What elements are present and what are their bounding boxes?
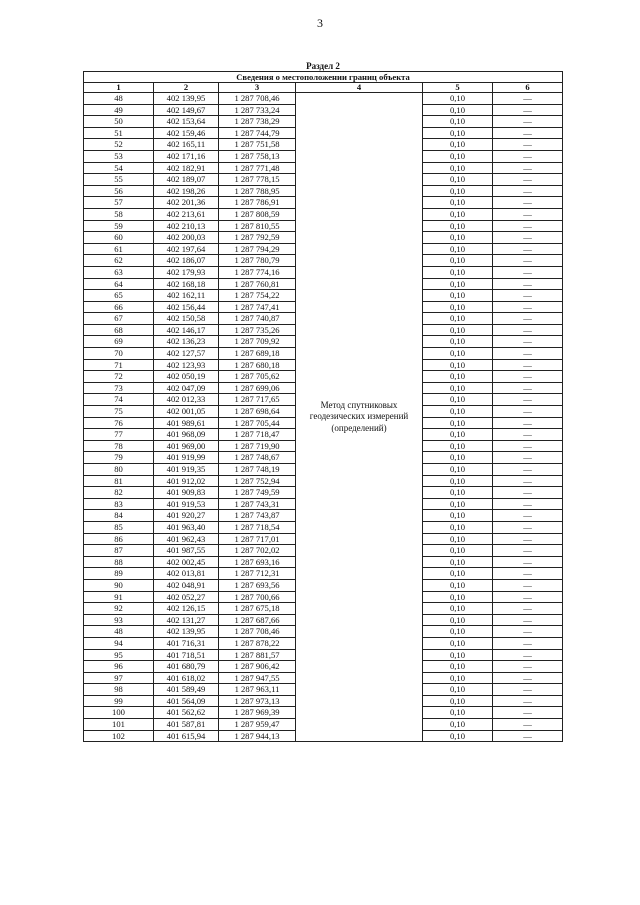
section-title: Раздел 2 (306, 61, 340, 71)
x-coordinate-cell: 401 987,55 (154, 545, 219, 557)
precision-cell: 0,10 (423, 266, 493, 278)
description-cell: — (493, 93, 563, 105)
table-caption: Сведения о местоположении границ объекта (84, 72, 563, 83)
point-number-cell: 54 (84, 162, 154, 174)
precision-cell: 0,10 (423, 150, 493, 162)
description-cell: — (493, 290, 563, 302)
y-coordinate-cell: 1 287 708,46 (219, 93, 296, 105)
x-coordinate-cell: 401 919,35 (154, 464, 219, 476)
column-header-5: 5 (423, 83, 493, 93)
precision-cell: 0,10 (423, 278, 493, 290)
precision-cell: 0,10 (423, 707, 493, 719)
y-coordinate-cell: 1 287 878,22 (219, 637, 296, 649)
x-coordinate-cell: 402 052,27 (154, 591, 219, 603)
description-cell: — (493, 116, 563, 128)
y-coordinate-cell: 1 287 748,19 (219, 464, 296, 476)
y-coordinate-cell: 1 287 810,55 (219, 220, 296, 232)
point-number-cell: 65 (84, 290, 154, 302)
description-cell: — (493, 336, 563, 348)
x-coordinate-cell: 402 149,67 (154, 104, 219, 116)
description-cell: — (493, 324, 563, 336)
point-number-cell: 87 (84, 545, 154, 557)
description-cell: — (493, 301, 563, 313)
y-coordinate-cell: 1 287 687,66 (219, 614, 296, 626)
x-coordinate-cell: 402 002,45 (154, 556, 219, 568)
precision-cell: 0,10 (423, 336, 493, 348)
y-coordinate-cell: 1 287 947,55 (219, 672, 296, 684)
x-coordinate-cell: 402 123,93 (154, 359, 219, 371)
x-coordinate-cell: 402 050,19 (154, 371, 219, 383)
x-coordinate-cell: 402 139,95 (154, 93, 219, 105)
precision-cell: 0,10 (423, 649, 493, 661)
point-number-cell: 48 (84, 93, 154, 105)
description-cell: — (493, 730, 563, 742)
description-cell: — (493, 162, 563, 174)
x-coordinate-cell: 402 136,23 (154, 336, 219, 348)
description-cell: — (493, 591, 563, 603)
precision-cell: 0,10 (423, 359, 493, 371)
x-coordinate-cell: 401 587,81 (154, 719, 219, 731)
x-coordinate-cell: 402 165,11 (154, 139, 219, 151)
precision-cell: 0,10 (423, 730, 493, 742)
description-cell: — (493, 556, 563, 568)
x-coordinate-cell: 401 989,61 (154, 417, 219, 429)
description-cell: — (493, 185, 563, 197)
y-coordinate-cell: 1 287 705,44 (219, 417, 296, 429)
precision-cell: 0,10 (423, 475, 493, 487)
point-number-cell: 84 (84, 510, 154, 522)
x-coordinate-cell: 401 920,27 (154, 510, 219, 522)
precision-cell: 0,10 (423, 104, 493, 116)
y-coordinate-cell: 1 287 794,29 (219, 243, 296, 255)
x-coordinate-cell: 402 189,07 (154, 174, 219, 186)
precision-cell: 0,10 (423, 487, 493, 499)
x-coordinate-cell: 402 201,36 (154, 197, 219, 209)
x-coordinate-cell: 402 131,27 (154, 614, 219, 626)
y-coordinate-cell: 1 287 788,95 (219, 185, 296, 197)
point-number-cell: 61 (84, 243, 154, 255)
point-number-cell: 71 (84, 359, 154, 371)
description-cell: — (493, 382, 563, 394)
precision-cell: 0,10 (423, 290, 493, 302)
precision-cell: 0,10 (423, 324, 493, 336)
description-cell: — (493, 533, 563, 545)
y-coordinate-cell: 1 287 705,62 (219, 371, 296, 383)
point-number-cell: 66 (84, 301, 154, 313)
x-coordinate-cell: 402 186,07 (154, 255, 219, 267)
point-number-cell: 98 (84, 684, 154, 696)
x-coordinate-cell: 401 962,43 (154, 533, 219, 545)
precision-cell: 0,10 (423, 197, 493, 209)
y-coordinate-cell: 1 287 743,87 (219, 510, 296, 522)
precision-cell: 0,10 (423, 452, 493, 464)
y-coordinate-cell: 1 287 792,59 (219, 232, 296, 244)
point-number-cell: 53 (84, 150, 154, 162)
point-number-cell: 59 (84, 220, 154, 232)
precision-cell: 0,10 (423, 684, 493, 696)
y-coordinate-cell: 1 287 712,31 (219, 568, 296, 580)
point-number-cell: 48 (84, 626, 154, 638)
x-coordinate-cell: 402 168,18 (154, 278, 219, 290)
x-coordinate-cell: 402 159,46 (154, 127, 219, 139)
description-cell: — (493, 568, 563, 580)
x-coordinate-cell: 401 912,02 (154, 475, 219, 487)
point-number-cell: 55 (84, 174, 154, 186)
description-cell: — (493, 487, 563, 499)
point-number-cell: 72 (84, 371, 154, 383)
description-cell: — (493, 371, 563, 383)
point-number-cell: 81 (84, 475, 154, 487)
point-number-cell: 73 (84, 382, 154, 394)
description-cell: — (493, 464, 563, 476)
y-coordinate-cell: 1 287 778,15 (219, 174, 296, 186)
description-cell: — (493, 579, 563, 591)
y-coordinate-cell: 1 287 718,47 (219, 429, 296, 441)
y-coordinate-cell: 1 287 738,29 (219, 116, 296, 128)
precision-cell: 0,10 (423, 185, 493, 197)
precision-cell: 0,10 (423, 719, 493, 731)
precision-cell: 0,10 (423, 232, 493, 244)
description-cell: — (493, 719, 563, 731)
y-coordinate-cell: 1 287 973,13 (219, 695, 296, 707)
precision-cell: 0,10 (423, 127, 493, 139)
x-coordinate-cell: 402 146,17 (154, 324, 219, 336)
description-cell: — (493, 104, 563, 116)
description-cell: — (493, 440, 563, 452)
description-cell: — (493, 232, 563, 244)
point-number-cell: 86 (84, 533, 154, 545)
description-cell: — (493, 417, 563, 429)
y-coordinate-cell: 1 287 780,79 (219, 255, 296, 267)
precision-cell: 0,10 (423, 614, 493, 626)
precision-cell: 0,10 (423, 545, 493, 557)
boundary-coordinates-table (83, 71, 563, 742)
precision-cell: 0,10 (423, 521, 493, 533)
y-coordinate-cell: 1 287 700,66 (219, 591, 296, 603)
point-number-cell: 90 (84, 579, 154, 591)
x-coordinate-cell: 401 968,09 (154, 429, 219, 441)
y-coordinate-cell: 1 287 944,13 (219, 730, 296, 742)
point-number-cell: 80 (84, 464, 154, 476)
point-number-cell: 102 (84, 730, 154, 742)
point-number-cell: 60 (84, 232, 154, 244)
point-number-cell: 62 (84, 255, 154, 267)
precision-cell: 0,10 (423, 440, 493, 452)
y-coordinate-cell: 1 287 718,54 (219, 521, 296, 533)
point-number-cell: 100 (84, 707, 154, 719)
column-header-4: 4 (296, 83, 423, 93)
y-coordinate-cell: 1 287 744,79 (219, 127, 296, 139)
point-number-cell: 50 (84, 116, 154, 128)
x-coordinate-cell: 402 139,95 (154, 626, 219, 638)
y-coordinate-cell: 1 287 760,81 (219, 278, 296, 290)
precision-cell: 0,10 (423, 498, 493, 510)
point-number-cell: 64 (84, 278, 154, 290)
precision-cell: 0,10 (423, 661, 493, 673)
table-row (84, 93, 563, 105)
point-number-cell: 89 (84, 568, 154, 580)
y-coordinate-cell: 1 287 758,13 (219, 150, 296, 162)
description-cell: — (493, 197, 563, 209)
y-coordinate-cell: 1 287 675,18 (219, 603, 296, 615)
point-number-cell: 70 (84, 348, 154, 360)
point-number-cell: 83 (84, 498, 154, 510)
description-cell: — (493, 695, 563, 707)
y-coordinate-cell: 1 287 719,90 (219, 440, 296, 452)
point-number-cell: 99 (84, 695, 154, 707)
precision-cell: 0,10 (423, 313, 493, 325)
y-coordinate-cell: 1 287 743,31 (219, 498, 296, 510)
description-cell: — (493, 139, 563, 151)
precision-cell: 0,10 (423, 695, 493, 707)
y-coordinate-cell: 1 287 680,18 (219, 359, 296, 371)
x-coordinate-cell: 401 680,79 (154, 661, 219, 673)
point-number-cell: 74 (84, 394, 154, 406)
x-coordinate-cell: 402 048,91 (154, 579, 219, 591)
y-coordinate-cell: 1 287 735,26 (219, 324, 296, 336)
precision-cell: 0,10 (423, 93, 493, 105)
y-coordinate-cell: 1 287 717,65 (219, 394, 296, 406)
column-header-1: 1 (84, 83, 154, 93)
precision-cell: 0,10 (423, 556, 493, 568)
description-cell: — (493, 406, 563, 418)
x-coordinate-cell: 402 127,57 (154, 348, 219, 360)
x-coordinate-cell: 401 919,99 (154, 452, 219, 464)
point-number-cell: 78 (84, 440, 154, 452)
description-cell: — (493, 707, 563, 719)
y-coordinate-cell: 1 287 963,11 (219, 684, 296, 696)
column-header-3: 3 (219, 83, 296, 93)
x-coordinate-cell: 401 969,00 (154, 440, 219, 452)
x-coordinate-cell: 402 182,91 (154, 162, 219, 174)
x-coordinate-cell: 401 615,94 (154, 730, 219, 742)
description-cell: — (493, 684, 563, 696)
description-cell: — (493, 429, 563, 441)
x-coordinate-cell: 401 562,62 (154, 707, 219, 719)
precision-cell: 0,10 (423, 568, 493, 580)
x-coordinate-cell: 401 919,53 (154, 498, 219, 510)
precision-cell: 0,10 (423, 464, 493, 476)
y-coordinate-cell: 1 287 751,58 (219, 139, 296, 151)
description-cell: — (493, 220, 563, 232)
y-coordinate-cell: 1 287 709,92 (219, 336, 296, 348)
x-coordinate-cell: 402 162,11 (154, 290, 219, 302)
x-coordinate-cell: 402 012,33 (154, 394, 219, 406)
precision-cell: 0,10 (423, 591, 493, 603)
point-number-cell: 51 (84, 127, 154, 139)
x-coordinate-cell: 402 150,58 (154, 313, 219, 325)
x-coordinate-cell: 401 909,83 (154, 487, 219, 499)
y-coordinate-cell: 1 287 752,94 (219, 475, 296, 487)
x-coordinate-cell: 401 618,02 (154, 672, 219, 684)
point-number-cell: 85 (84, 521, 154, 533)
description-cell: — (493, 498, 563, 510)
precision-cell: 0,10 (423, 174, 493, 186)
precision-cell: 0,10 (423, 139, 493, 151)
description-cell: — (493, 127, 563, 139)
x-coordinate-cell: 401 564,09 (154, 695, 219, 707)
description-cell: — (493, 452, 563, 464)
point-number-cell: 88 (84, 556, 154, 568)
y-coordinate-cell: 1 287 969,39 (219, 707, 296, 719)
y-coordinate-cell: 1 287 689,18 (219, 348, 296, 360)
column-header-row (84, 83, 563, 93)
description-cell: — (493, 626, 563, 638)
method-cell: Метод спутниковых геодезических измерений (определений) (296, 93, 423, 742)
point-number-cell: 52 (84, 139, 154, 151)
description-cell: — (493, 475, 563, 487)
precision-cell: 0,10 (423, 394, 493, 406)
precision-cell: 0,10 (423, 348, 493, 360)
point-number-cell: 79 (84, 452, 154, 464)
point-number-cell: 95 (84, 649, 154, 661)
precision-cell: 0,10 (423, 637, 493, 649)
x-coordinate-cell: 402 013,81 (154, 568, 219, 580)
x-coordinate-cell: 402 126,15 (154, 603, 219, 615)
table-body (84, 72, 563, 742)
precision-cell: 0,10 (423, 672, 493, 684)
description-cell: — (493, 243, 563, 255)
precision-cell: 0,10 (423, 429, 493, 441)
y-coordinate-cell: 1 287 906,42 (219, 661, 296, 673)
x-coordinate-cell: 402 179,93 (154, 266, 219, 278)
description-cell: — (493, 649, 563, 661)
point-number-cell: 58 (84, 208, 154, 220)
y-coordinate-cell: 1 287 808,59 (219, 208, 296, 220)
description-cell: — (493, 255, 563, 267)
y-coordinate-cell: 1 287 702,02 (219, 545, 296, 557)
precision-cell: 0,10 (423, 116, 493, 128)
point-number-cell: 69 (84, 336, 154, 348)
point-number-cell: 94 (84, 637, 154, 649)
description-cell: — (493, 278, 563, 290)
precision-cell: 0,10 (423, 255, 493, 267)
description-cell: — (493, 348, 563, 360)
point-number-cell: 75 (84, 406, 154, 418)
point-number-cell: 77 (84, 429, 154, 441)
point-number-cell: 49 (84, 104, 154, 116)
precision-cell: 0,10 (423, 382, 493, 394)
y-coordinate-cell: 1 287 708,46 (219, 626, 296, 638)
description-cell: — (493, 266, 563, 278)
description-cell: — (493, 637, 563, 649)
precision-cell: 0,10 (423, 603, 493, 615)
precision-cell: 0,10 (423, 579, 493, 591)
point-number-cell: 91 (84, 591, 154, 603)
x-coordinate-cell: 401 589,49 (154, 684, 219, 696)
x-coordinate-cell: 402 156,44 (154, 301, 219, 313)
table-caption-row (84, 72, 563, 83)
precision-cell: 0,10 (423, 406, 493, 418)
y-coordinate-cell: 1 287 774,16 (219, 266, 296, 278)
y-coordinate-cell: 1 287 771,48 (219, 162, 296, 174)
precision-cell: 0,10 (423, 301, 493, 313)
y-coordinate-cell: 1 287 747,41 (219, 301, 296, 313)
description-cell: — (493, 661, 563, 673)
y-coordinate-cell: 1 287 959,47 (219, 719, 296, 731)
description-cell: — (493, 510, 563, 522)
x-coordinate-cell: 402 213,61 (154, 208, 219, 220)
precision-cell: 0,10 (423, 243, 493, 255)
x-coordinate-cell: 401 963,40 (154, 521, 219, 533)
y-coordinate-cell: 1 287 740,87 (219, 313, 296, 325)
precision-cell: 0,10 (423, 220, 493, 232)
precision-cell: 0,10 (423, 371, 493, 383)
point-number-cell: 76 (84, 417, 154, 429)
y-coordinate-cell: 1 287 749,59 (219, 487, 296, 499)
precision-cell: 0,10 (423, 626, 493, 638)
point-number-cell: 57 (84, 197, 154, 209)
y-coordinate-cell: 1 287 693,16 (219, 556, 296, 568)
description-cell: — (493, 208, 563, 220)
x-coordinate-cell: 402 047,09 (154, 382, 219, 394)
point-number-cell: 63 (84, 266, 154, 278)
description-cell: — (493, 614, 563, 626)
column-header-6: 6 (493, 83, 563, 93)
precision-cell: 0,10 (423, 510, 493, 522)
point-number-cell: 97 (84, 672, 154, 684)
x-coordinate-cell: 402 200,03 (154, 232, 219, 244)
y-coordinate-cell: 1 287 733,24 (219, 104, 296, 116)
description-cell: — (493, 603, 563, 615)
description-cell: — (493, 313, 563, 325)
point-number-cell: 56 (84, 185, 154, 197)
point-number-cell: 92 (84, 603, 154, 615)
description-cell: — (493, 150, 563, 162)
description-cell: — (493, 521, 563, 533)
description-cell: — (493, 359, 563, 371)
y-coordinate-cell: 1 287 717,01 (219, 533, 296, 545)
x-coordinate-cell: 402 197,64 (154, 243, 219, 255)
x-coordinate-cell: 401 716,31 (154, 637, 219, 649)
precision-cell: 0,10 (423, 162, 493, 174)
description-cell: — (493, 174, 563, 186)
description-cell: — (493, 394, 563, 406)
precision-cell: 0,10 (423, 533, 493, 545)
x-coordinate-cell: 402 171,16 (154, 150, 219, 162)
y-coordinate-cell: 1 287 786,91 (219, 197, 296, 209)
x-coordinate-cell: 402 210,13 (154, 220, 219, 232)
point-number-cell: 67 (84, 313, 154, 325)
y-coordinate-cell: 1 287 693,56 (219, 579, 296, 591)
precision-cell: 0,10 (423, 417, 493, 429)
y-coordinate-cell: 1 287 881,57 (219, 649, 296, 661)
y-coordinate-cell: 1 287 754,22 (219, 290, 296, 302)
column-header-2: 2 (154, 83, 219, 93)
y-coordinate-cell: 1 287 748,67 (219, 452, 296, 464)
point-number-cell: 93 (84, 614, 154, 626)
x-coordinate-cell: 402 198,26 (154, 185, 219, 197)
point-number-cell: 96 (84, 661, 154, 673)
precision-cell: 0,10 (423, 208, 493, 220)
y-coordinate-cell: 1 287 698,64 (219, 406, 296, 418)
description-cell: — (493, 545, 563, 557)
description-cell: — (493, 672, 563, 684)
x-coordinate-cell: 402 153,64 (154, 116, 219, 128)
point-number-cell: 68 (84, 324, 154, 336)
page-number: 3 (317, 16, 323, 30)
x-coordinate-cell: 402 001,05 (154, 406, 219, 418)
point-number-cell: 82 (84, 487, 154, 499)
point-number-cell: 101 (84, 719, 154, 731)
x-coordinate-cell: 401 718,51 (154, 649, 219, 661)
y-coordinate-cell: 1 287 699,06 (219, 382, 296, 394)
